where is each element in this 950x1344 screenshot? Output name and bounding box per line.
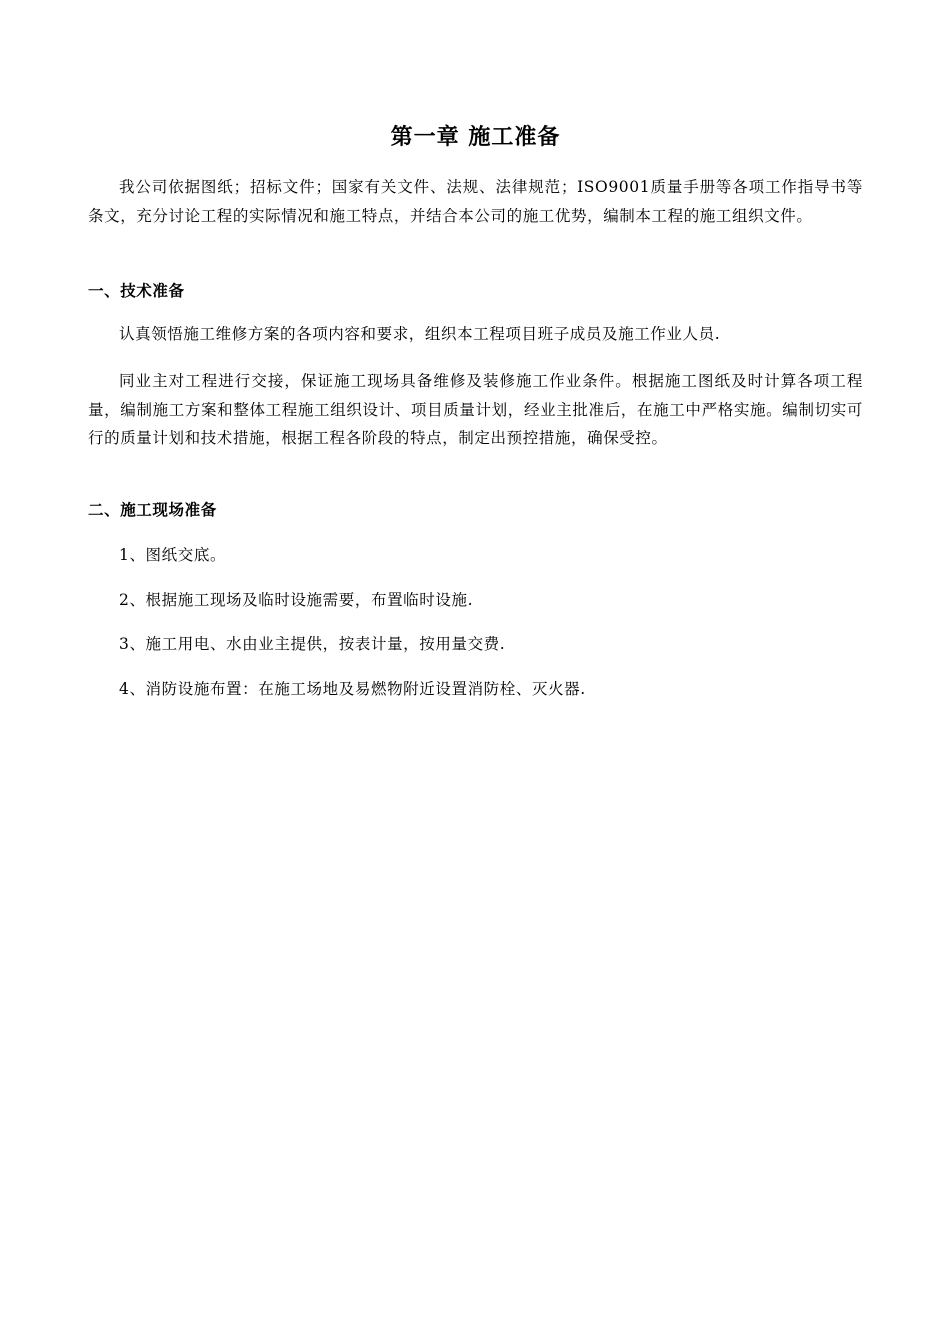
intro-paragraph: 我公司依据图纸；招标文件；国家有关文件、法规、法律规范；ISO9001质量手册等各项工作指导书等条文，充分讨论工程的实际情况和施工特点，并结合本公司的施工优势，编制本工程的施工组织文件。 [88,178,863,225]
technical-paragraph-1: 认真领悟施工维修方案的各项内容和要求，组织本工程项目班子成员及施工作业人员. [119,325,721,343]
site-item-1: 1、图纸交底。 [119,546,227,564]
chapter-title: 第一章 施工准备 [390,124,561,150]
site-item-2: 2、根据施工现场及临时设施需要，布置临时设施. [119,591,474,609]
site-item-4: 4、消防设施布置：在施工场地及易燃物附近设置消防栓、灭火器. [119,680,586,698]
section-heading-site-preparation: 二、施工现场准备 [88,500,217,519]
site-item-3: 3、施工用电、水由业主提供，按表计量，按用量交费. [119,635,506,653]
technical-paragraph-2: 同业主对工程进行交接，保证施工现场具备维修及装修施工作业条件。根据施工图纸及时计算各项工程量，编制施工方案和整体工程施工组织设计、项目质量计划，经业主批准后，在施工中严格实施。编制切实可行的质量计划和技术措施，根据工程各阶段的特点，制定出预控措施，确保受控。 [88,372,863,447]
section-heading-technical-preparation: 一、技术准备 [88,281,185,300]
